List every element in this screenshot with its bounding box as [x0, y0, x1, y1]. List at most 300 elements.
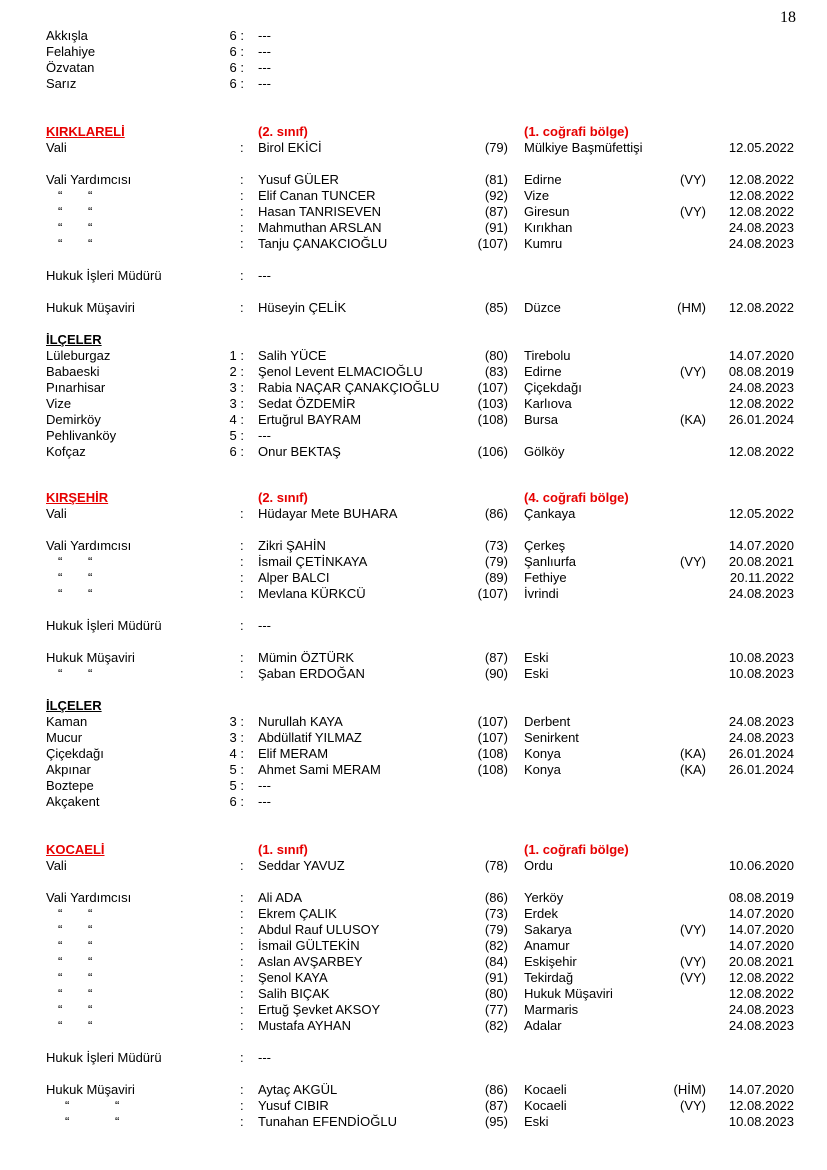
ditto-mark: “	[58, 204, 63, 219]
appointment-date: 08.08.2019	[728, 364, 794, 379]
ditto-mark: “	[88, 586, 93, 601]
table-row	[0, 570, 827, 586]
ditto-mark: “	[88, 954, 93, 969]
ditto-mark: “	[58, 570, 63, 585]
registry-code: (90)	[484, 666, 508, 681]
districts-header	[0, 698, 827, 714]
table-row	[0, 172, 827, 188]
registry-code: (106)	[477, 444, 508, 459]
district-class: 4 :	[229, 412, 244, 427]
ditto-mark: “	[58, 954, 63, 969]
table-row	[0, 348, 827, 364]
colon: :	[240, 1018, 244, 1033]
appointment-date: 24.08.2023	[728, 1018, 794, 1033]
position-title: Hukuk Müşaviri	[46, 300, 135, 315]
geographic-region: (1. coğrafi bölge)	[524, 124, 629, 139]
registry-code: (79)	[484, 922, 508, 937]
appointment-date: 14.07.2020	[728, 906, 794, 921]
colon: :	[240, 954, 244, 969]
table-row	[0, 1114, 827, 1130]
role-mark: (VY)	[680, 1098, 706, 1113]
list-item	[0, 76, 827, 92]
appointment-date: 14.07.2020	[728, 922, 794, 937]
registry-code: (107)	[477, 586, 508, 601]
previous-post: Eski	[524, 1114, 549, 1129]
table-row	[0, 364, 827, 380]
ditto-mark: “	[88, 906, 93, 921]
person-name: Mevlana KÜRKCÜ	[258, 586, 366, 601]
province-name: KOCAELİ	[46, 842, 105, 857]
district-name: Vize	[46, 396, 72, 411]
appointment-date: 26.01.2024	[728, 412, 794, 427]
person-name: ---	[258, 1050, 271, 1065]
district-class: 5 :	[229, 428, 244, 443]
district-class: 4 :	[229, 746, 244, 761]
appointment-date: 12.08.2022	[728, 970, 794, 985]
person-name: Abdüllatif YILMAZ	[258, 730, 362, 745]
colon: :	[240, 1082, 244, 1097]
previous-post: Çerkeş	[524, 538, 566, 553]
previous-post: Ordu	[524, 858, 553, 873]
position-title: Vali	[46, 140, 67, 155]
person-name: Nurullah KAYA	[258, 714, 343, 729]
table-row	[0, 300, 827, 316]
person-name: ---	[258, 778, 271, 793]
appointment-date: 12.08.2022	[728, 444, 794, 459]
table-row	[0, 412, 827, 428]
role-mark: (KA)	[680, 746, 706, 761]
ditto-mark: “	[88, 938, 93, 953]
registry-code: (73)	[484, 538, 508, 553]
previous-post: Derbent	[524, 714, 571, 729]
person-name: Alper BALCI	[258, 570, 330, 585]
province-class: (2. sınıf)	[258, 490, 308, 505]
table-row	[0, 204, 827, 220]
person-name: ---	[258, 60, 271, 75]
role-mark: (KA)	[680, 412, 706, 427]
district-name: Boztepe	[46, 778, 94, 793]
page-number: 18	[780, 9, 796, 26]
person-name: Salih YÜCE	[258, 348, 327, 363]
ditto-mark: “	[88, 970, 93, 985]
previous-post: Kocaeli	[524, 1098, 567, 1113]
colon: :	[240, 970, 244, 985]
registry-code: (80)	[484, 986, 508, 1001]
person-name: Hüseyin ÇELİK	[258, 300, 347, 315]
registry-code: (85)	[484, 300, 508, 315]
colon: :	[240, 300, 244, 315]
ditto-mark: “	[88, 666, 93, 681]
appointment-date: 12.08.2022	[728, 300, 794, 315]
table-row	[0, 506, 827, 522]
role-mark: (VY)	[680, 554, 706, 569]
registry-code: (103)	[477, 396, 508, 411]
district-class: 3 :	[229, 730, 244, 745]
ditto-mark: “	[58, 236, 63, 251]
colon: :	[240, 938, 244, 953]
appointment-date: 12.05.2022	[728, 140, 794, 155]
colon: :	[240, 236, 244, 251]
district-name: Babaeski	[46, 364, 100, 379]
person-name: Hasan TANRISEVEN	[258, 204, 382, 219]
person-name: ---	[258, 268, 271, 283]
person-name: Elif MERAM	[258, 746, 329, 761]
person-name: Yusuf CIBIR	[258, 1098, 329, 1113]
district-name: Akçakent	[46, 794, 100, 809]
previous-post: Gölköy	[524, 444, 565, 459]
province-class: (2. sınıf)	[258, 124, 308, 139]
colon: :	[240, 220, 244, 235]
previous-post: Konya	[524, 762, 561, 777]
previous-post: Mülkiye Başmüfettişi	[524, 140, 643, 155]
districts-heading: İLÇELER	[46, 698, 102, 713]
ditto-mark: “	[88, 236, 93, 251]
appointment-date: 24.08.2023	[728, 236, 794, 251]
ditto-mark: “	[58, 1018, 63, 1033]
appointment-date: 14.07.2020	[728, 538, 794, 553]
ditto-mark: “	[88, 554, 93, 569]
previous-post: Karlıova	[524, 396, 572, 411]
person-name: Tanju ÇANAKCIOĞLU	[258, 236, 388, 251]
appointment-date: 12.08.2022	[728, 188, 794, 203]
registry-code: (81)	[484, 172, 508, 187]
appointment-date: 10.08.2023	[728, 650, 794, 665]
person-name: Onur BEKTAŞ	[258, 444, 341, 459]
previous-post: Hukuk Müşaviri	[524, 986, 613, 1001]
person-name: ---	[258, 76, 271, 91]
colon: :	[240, 570, 244, 585]
registry-code: (91)	[484, 220, 508, 235]
person-name: Abdul Rauf ULUSOY	[258, 922, 380, 937]
table-row	[0, 444, 827, 460]
colon: :	[240, 1050, 244, 1065]
person-name: ---	[258, 44, 271, 59]
registry-code: (83)	[484, 364, 508, 379]
registry-code: (89)	[484, 570, 508, 585]
table-row	[0, 586, 827, 602]
ditto-mark: “	[58, 938, 63, 953]
ditto-mark: “	[115, 1098, 120, 1113]
previous-post: Edirne	[524, 172, 562, 187]
registry-code: (73)	[484, 906, 508, 921]
previous-post: Fethiye	[524, 570, 567, 585]
previous-post: Giresun	[524, 204, 570, 219]
district-class: 6 :	[229, 28, 244, 43]
appointment-date: 12.08.2022	[728, 172, 794, 187]
district-name: Özvatan	[46, 60, 95, 75]
previous-post: İvrindi	[524, 586, 559, 601]
registry-code: (86)	[484, 1082, 508, 1097]
appointment-date: 26.01.2024	[728, 762, 794, 777]
registry-code: (107)	[477, 236, 508, 251]
person-name: Mahmuthan ARSLAN	[258, 220, 382, 235]
ditto-mark: “	[88, 1018, 93, 1033]
ditto-mark: “	[58, 554, 63, 569]
district-class: 5 :	[229, 778, 244, 793]
appointment-date: 12.08.2022	[728, 396, 794, 411]
registry-code: (77)	[484, 1002, 508, 1017]
person-name: Mümin ÖZTÜRK	[258, 650, 355, 665]
district-name: Felahiye	[46, 44, 96, 59]
district-name: Pınarhisar	[46, 380, 106, 395]
table-row	[0, 922, 827, 938]
table-row	[0, 220, 827, 236]
appointment-date: 26.01.2024	[728, 746, 794, 761]
person-name: Birol EKİCİ	[258, 140, 322, 155]
ditto-mark: “	[88, 188, 93, 203]
registry-code: (91)	[484, 970, 508, 985]
appointment-date: 24.08.2023	[728, 220, 794, 235]
ditto-mark: “	[65, 1098, 70, 1113]
province-class: (1. sınıf)	[258, 842, 308, 857]
appointment-date: 12.08.2022	[728, 986, 794, 1001]
previous-post: Marmaris	[524, 1002, 579, 1017]
ditto-mark: “	[58, 922, 63, 937]
registry-code: (107)	[477, 380, 508, 395]
table-row	[0, 762, 827, 778]
district-class: 6 :	[229, 44, 244, 59]
registry-code: (87)	[484, 204, 508, 219]
table-row	[0, 428, 827, 444]
district-name: Akkışla	[46, 28, 88, 43]
list-item	[0, 60, 827, 76]
person-name: Ertuğ Şevket AKSOY	[258, 1002, 381, 1017]
ditto-mark: “	[115, 1114, 120, 1129]
position-title: Hukuk Müşaviri	[46, 1082, 135, 1097]
registry-code: (92)	[484, 188, 508, 203]
table-row	[0, 714, 827, 730]
previous-post: Çankaya	[524, 506, 576, 521]
table-row	[0, 730, 827, 746]
ditto-mark: “	[88, 986, 93, 1001]
geographic-region: (1. coğrafi bölge)	[524, 842, 629, 857]
person-name: Şenol KAYA	[258, 970, 328, 985]
person-name: Ekrem ÇALIK	[258, 906, 337, 921]
appointment-date: 20.08.2021	[728, 954, 794, 969]
position-title: Vali	[46, 506, 67, 521]
district-class: 6 :	[229, 444, 244, 459]
person-name: ---	[258, 794, 271, 809]
colon: :	[240, 188, 244, 203]
colon: :	[240, 140, 244, 155]
person-name: İsmail GÜLTEKİN	[258, 938, 360, 953]
district-class: 3 :	[229, 380, 244, 395]
ditto-mark: “	[88, 204, 93, 219]
ditto-mark: “	[88, 570, 93, 585]
appointment-date: 10.06.2020	[728, 858, 794, 873]
registry-code: (95)	[484, 1114, 508, 1129]
position-title: Hukuk İşleri Müdürü	[46, 618, 162, 633]
previous-post: Şanlıurfa	[524, 554, 577, 569]
table-row	[0, 986, 827, 1002]
appointment-date: 12.08.2022	[728, 1098, 794, 1113]
person-name: Salih BIÇAK	[258, 986, 330, 1001]
registry-code: (86)	[484, 506, 508, 521]
previous-post: Kırıkhan	[524, 220, 573, 235]
table-row	[0, 1018, 827, 1034]
appointment-date: 14.07.2020	[728, 348, 794, 363]
registry-code: (108)	[477, 412, 508, 427]
position-title: Vali	[46, 858, 67, 873]
previous-post: Kocaeli	[524, 1082, 567, 1097]
previous-post: Adalar	[524, 1018, 562, 1033]
ditto-mark: “	[58, 986, 63, 1001]
role-mark: (VY)	[680, 970, 706, 985]
person-name: Elif Canan TUNCER	[258, 188, 376, 203]
table-row	[0, 954, 827, 970]
table-row	[0, 380, 827, 396]
person-name: Mustafa AYHAN	[258, 1018, 351, 1033]
appointment-date: 20.08.2021	[728, 554, 794, 569]
district-class: 6 :	[229, 794, 244, 809]
ditto-mark: “	[88, 922, 93, 937]
colon: :	[240, 906, 244, 921]
person-name: İsmail ÇETİNKAYA	[258, 554, 368, 569]
district-class: 1 :	[229, 348, 244, 363]
position-title: Vali Yardımcısı	[46, 172, 132, 187]
district-name: Akpınar	[46, 762, 91, 777]
ditto-mark: “	[58, 970, 63, 985]
ditto-mark: “	[88, 220, 93, 235]
person-name: Sedat ÖZDEMİR	[258, 396, 356, 411]
role-mark: (VY)	[680, 172, 706, 187]
ditto-mark: “	[65, 1114, 70, 1129]
colon: :	[240, 554, 244, 569]
province-name: KIRŞEHİR	[46, 490, 109, 505]
registry-code: (78)	[484, 858, 508, 873]
registry-code: (108)	[477, 762, 508, 777]
person-name: Rabia NAÇAR ÇANAKÇIOĞLU	[258, 380, 440, 395]
district-class: 2 :	[229, 364, 244, 379]
table-row	[0, 746, 827, 762]
table-row	[0, 396, 827, 412]
list-item	[0, 44, 827, 60]
person-name: Şaban ERDOĞAN	[258, 666, 365, 681]
district-name: Demirköy	[46, 412, 101, 427]
person-name: Ahmet Sami MERAM	[258, 762, 381, 777]
registry-code: (84)	[484, 954, 508, 969]
appointment-date: 08.08.2019	[728, 890, 794, 905]
position-title: Vali Yardımcısı	[46, 890, 132, 905]
previous-post: Tekirdağ	[524, 970, 574, 985]
table-row	[0, 188, 827, 204]
appointment-date: 10.08.2023	[728, 1114, 794, 1129]
districts-header	[0, 332, 827, 348]
province-header	[0, 842, 827, 858]
appointment-date: 24.08.2023	[728, 586, 794, 601]
registry-code: (86)	[484, 890, 508, 905]
district-name: Lüleburgaz	[46, 348, 111, 363]
appointment-date: 12.05.2022	[728, 506, 794, 521]
registry-code: (87)	[484, 650, 508, 665]
previous-post: Senirkent	[524, 730, 579, 745]
role-mark: (VY)	[680, 922, 706, 937]
previous-post: Eski	[524, 666, 549, 681]
previous-post: Bursa	[524, 412, 558, 427]
colon: :	[240, 618, 244, 633]
district-name: Kaman	[46, 714, 88, 729]
district-class: 3 :	[229, 396, 244, 411]
person-name: Aslan AVŞARBEY	[258, 954, 363, 969]
colon: :	[240, 1002, 244, 1017]
previous-post: Çiçekdağı	[524, 380, 582, 395]
role-mark: (VY)	[680, 204, 706, 219]
colon: :	[240, 858, 244, 873]
colon: :	[240, 586, 244, 601]
colon: :	[240, 1114, 244, 1129]
geographic-region: (4. coğrafi bölge)	[524, 490, 629, 505]
colon: :	[240, 506, 244, 521]
registry-code: (108)	[477, 746, 508, 761]
colon: :	[240, 268, 244, 283]
table-row	[0, 538, 827, 554]
district-class: 3 :	[229, 714, 244, 729]
district-class: 5 :	[229, 762, 244, 777]
province-header	[0, 490, 827, 506]
previous-post: Anamur	[524, 938, 570, 953]
list-item	[0, 28, 827, 44]
appointment-date: 14.07.2020	[728, 938, 794, 953]
previous-post: Eski	[524, 650, 549, 665]
previous-post: Düzce	[524, 300, 561, 315]
registry-code: (82)	[484, 1018, 508, 1033]
person-name: Zikri ŞAHİN	[258, 538, 326, 553]
registry-code: (82)	[484, 938, 508, 953]
previous-post: Yerköy	[524, 890, 564, 905]
colon: :	[240, 204, 244, 219]
person-name: Yusuf GÜLER	[258, 172, 339, 187]
table-row	[0, 938, 827, 954]
person-name: Tunahan EFENDİOĞLU	[258, 1114, 397, 1129]
table-row	[0, 236, 827, 252]
position-title: Hukuk İşleri Müdürü	[46, 1050, 162, 1065]
district-class: 6 :	[229, 76, 244, 91]
position-title: Hukuk İşleri Müdürü	[46, 268, 162, 283]
person-name: Şenol Levent ELMACIOĞLU	[258, 364, 423, 379]
person-name: Ertuğrul BAYRAM	[258, 412, 362, 427]
previous-post: Eskişehir	[524, 954, 577, 969]
previous-post: Sakarya	[524, 922, 572, 937]
colon: :	[240, 890, 244, 905]
colon: :	[240, 666, 244, 681]
registry-code: (79)	[484, 554, 508, 569]
registry-code: (79)	[484, 140, 508, 155]
colon: :	[240, 172, 244, 187]
table-row	[0, 140, 827, 156]
colon: :	[240, 538, 244, 553]
person-name: Seddar YAVUZ	[258, 858, 345, 873]
ditto-mark: “	[58, 1002, 63, 1017]
table-row	[0, 554, 827, 570]
appointment-date: 24.08.2023	[728, 380, 794, 395]
person-name: Hüdayar Mete BUHARA	[258, 506, 398, 521]
position-title: Vali Yardımcısı	[46, 538, 132, 553]
table-row	[0, 650, 827, 666]
appointment-date: 24.08.2023	[728, 730, 794, 745]
districts-heading: İLÇELER	[46, 332, 102, 347]
ditto-mark: “	[58, 906, 63, 921]
table-row	[0, 618, 827, 634]
table-row	[0, 666, 827, 682]
appointment-date: 20.11.2022	[729, 570, 794, 585]
appointment-date: 14.07.2020	[728, 1082, 794, 1097]
table-row	[0, 1082, 827, 1098]
previous-post: Tirebolu	[524, 348, 571, 363]
district-name: Mucur	[46, 730, 83, 745]
colon: :	[240, 922, 244, 937]
ditto-mark: “	[58, 188, 63, 203]
district-class: 6 :	[229, 60, 244, 75]
